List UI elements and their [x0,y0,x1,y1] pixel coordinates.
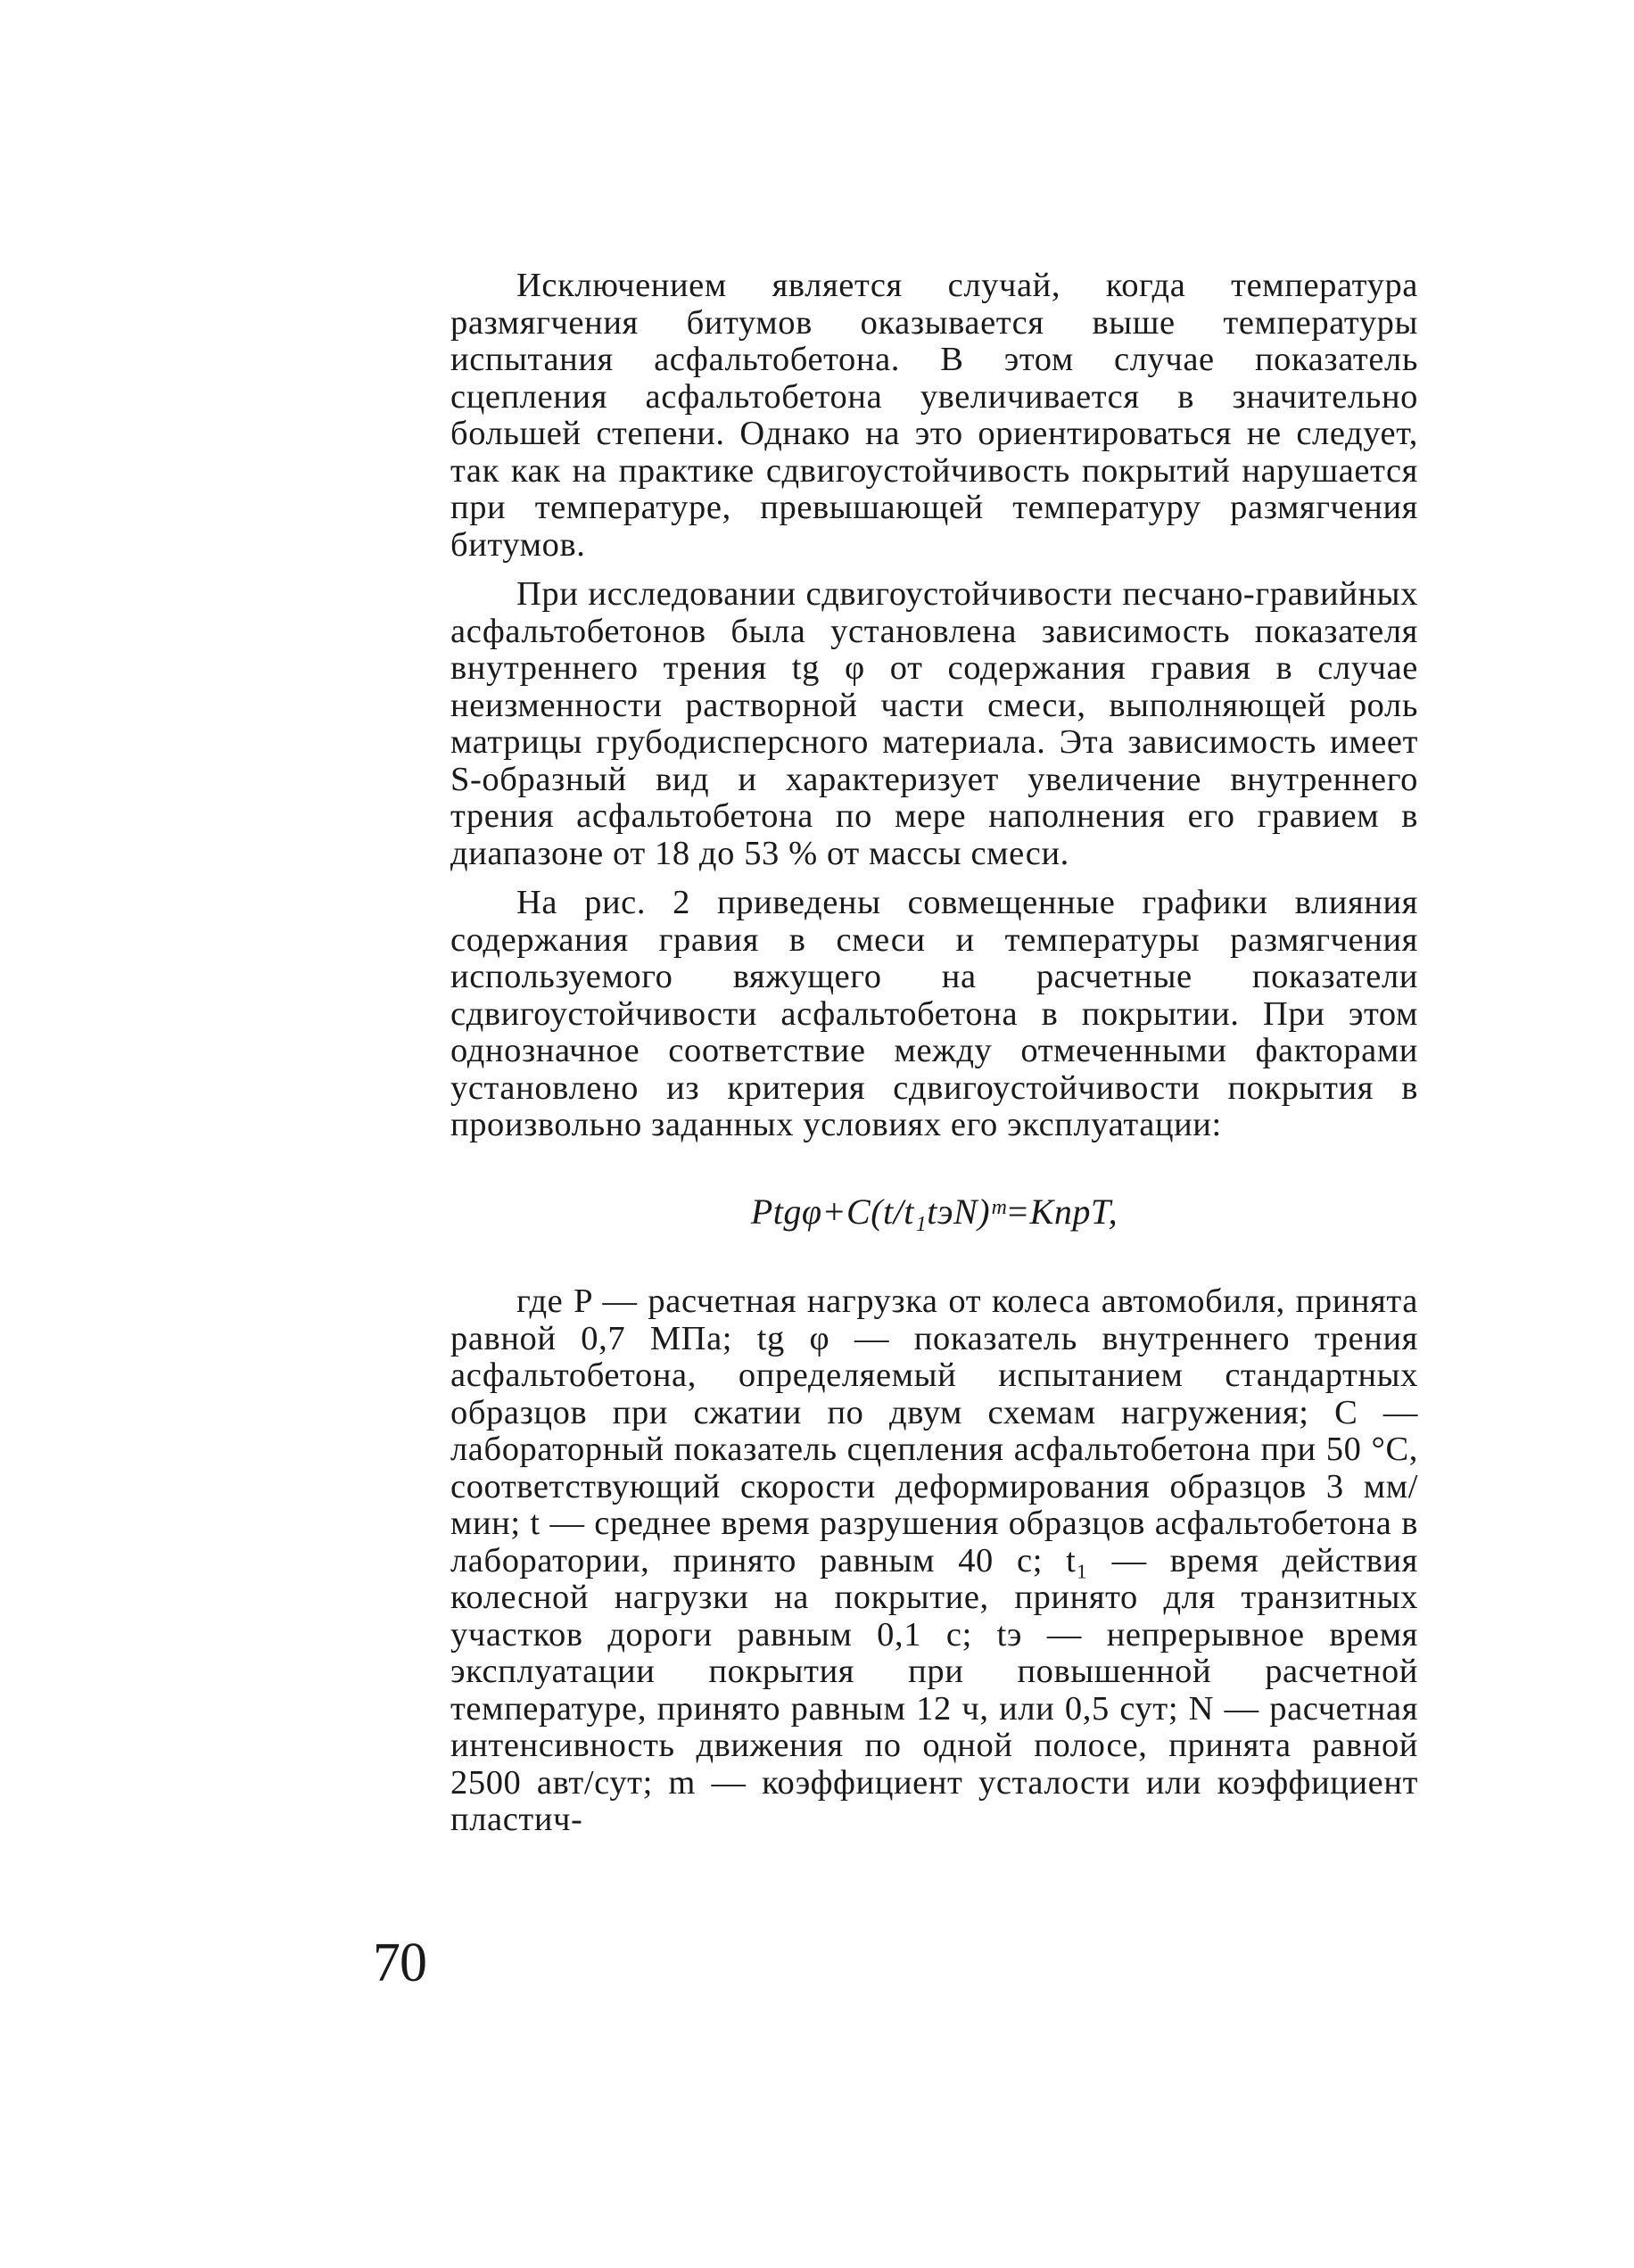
page-number: 70 [373,1933,426,1993]
paragraph-1: Исключением является случай, когда температура размягчения битумов оказывается выше температуры испытания асфальтобетона. В этом случае показатель сцепления асфальтобетона увеличивается в значительно большей степени. Однако на это ориентироваться не следует, так как на практике сдвигоустойчивость покрытий нарушается при температуре, превышающей температуру размягчения битумов. [450,267,1418,564]
formula: Ptgφ+C(t/t₁tэN)ᵐ=KпрT, [750,1191,1118,1232]
paragraph-2: При исследовании сдвигоустойчивости песчано-гравийных асфальтобетонов была установлена зависимость показателя внутреннего трения tg φ от содержания гравия в случае неизменности растворной части смеси, выполняющей роль матрицы грубодисперсного материала. Эта зависимость имеет S-образный вид и характеризует увеличение внутреннего трения асфальтобетона по мере наполнения его гравием в диапазоне от 18 до 53 % от массы смеси. [450,575,1418,872]
formula-explanation: где P — расчетная нагрузка от колеса автомобиля, принята равной 0,7 МПа; tg φ — показатель внутреннего трения асфальтобетона, определяемый испытанием стандартных образцов при сжатии по двум схемам нагружения; C — лабораторный показатель сцепления асфальтобетона при 50 °C, соответствующий скорости деформирования образцов 3 мм/мин; t — среднее время разрушения образцов асфальтобетона в лаборатории, принято равным 40 с; t₁ — время действия колесной нагрузки на покрытие, принято для транзитных участков дороги равным 0,1 с; tэ — непрерывное время эксплуатации покрытия при повышенной расчетной температуре, принято равным 12 ч, или 0,5 сут; N — расчетная интенсивность движения по одной полосе, принята равной 2500 авт/сут; m — коэффициент усталости или коэффициент пластич- [450,1282,1418,1838]
body-text [450,268,1418,1852]
paragraph-3: На рис. 2 приведены совмещенные графики влияния содержания гравия в смеси и температуры размягчения используемого вяжущего на расчетные показатели сдвигоустойчивости асфальтобетона в покрытии. При этом однозначное соответствие между отмеченными факторами установлено из критерия сдвигоустойчивости покрытия в произвольно заданных условиях его эксплуатации: [450,884,1418,1143]
